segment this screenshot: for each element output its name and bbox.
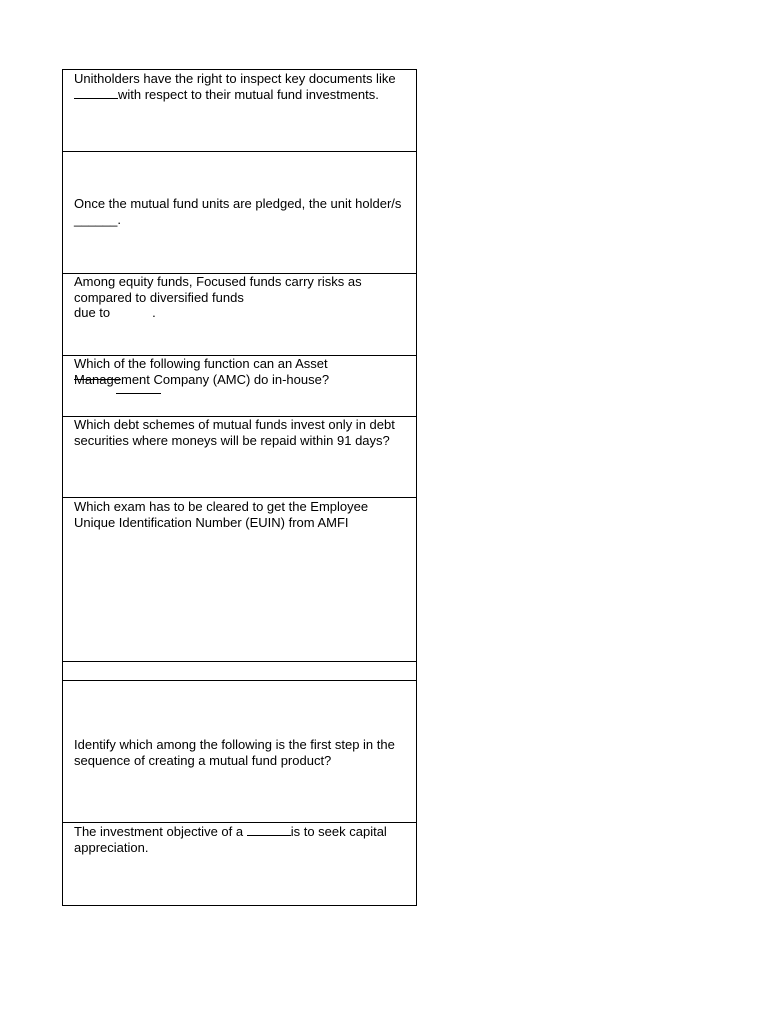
table-row bbox=[63, 274, 417, 356]
table-row bbox=[63, 356, 417, 417]
table-row bbox=[63, 662, 417, 681]
question-text-part: Once the mutual fund units are pledged, the unit holder/s bbox=[74, 196, 402, 211]
question-text bbox=[74, 824, 406, 855]
question-text: Which exam has to be cleared to get the Employee Unique Identification Number (EUIN) from AMFI bbox=[74, 499, 369, 530]
fill-in-blank bbox=[74, 88, 118, 99]
question-cell bbox=[63, 823, 417, 906]
question-cell bbox=[63, 356, 417, 417]
fill-in-blank bbox=[247, 825, 291, 836]
question-cell bbox=[63, 274, 417, 356]
question-text-part: Unitholders have the right to inspect key documents like bbox=[74, 71, 396, 86]
question-text-line bbox=[74, 305, 406, 321]
table-row bbox=[63, 152, 417, 274]
question-text bbox=[74, 196, 406, 227]
question-text: Which debt schemes of mutual funds invest only in debt securities where moneys will be repaid within 91 days? bbox=[74, 417, 395, 448]
question-text-part: with respect to their mutual fund investments. bbox=[118, 86, 379, 102]
fill-in-blank: ______ bbox=[74, 211, 118, 227]
struck-text: Manage bbox=[74, 371, 121, 387]
question-cell bbox=[63, 417, 417, 498]
question-text-part: The investment objective of a bbox=[74, 824, 247, 839]
question-text-part: . bbox=[152, 305, 156, 320]
question-text bbox=[74, 71, 406, 102]
question-text-part: . bbox=[117, 211, 122, 227]
question-text: Identify which among the following is the first step in the sequence of creating a mutual fund product? bbox=[74, 737, 395, 768]
question-table bbox=[62, 69, 417, 906]
question-text bbox=[74, 356, 406, 387]
question-text-part: ment Company (AMC) do in-house? bbox=[120, 371, 330, 387]
question-cell bbox=[63, 681, 417, 823]
table-row bbox=[63, 417, 417, 498]
fill-in-blank bbox=[116, 393, 161, 394]
table-row bbox=[63, 70, 417, 152]
table-row bbox=[63, 681, 417, 823]
table-row bbox=[63, 498, 417, 662]
question-text: Among equity funds, Focused funds carry risks as compared to diversified funds bbox=[74, 274, 362, 305]
empty-cell bbox=[63, 662, 417, 681]
table-row bbox=[63, 823, 417, 906]
question-text-part: is to seek capital appreciation. bbox=[74, 824, 387, 855]
question-cell bbox=[63, 152, 417, 274]
question-text-part: due to bbox=[74, 305, 111, 320]
question-text-part: Which of the following function can an Asset bbox=[74, 356, 328, 371]
question-cell bbox=[63, 498, 417, 662]
question-cell bbox=[63, 70, 417, 152]
